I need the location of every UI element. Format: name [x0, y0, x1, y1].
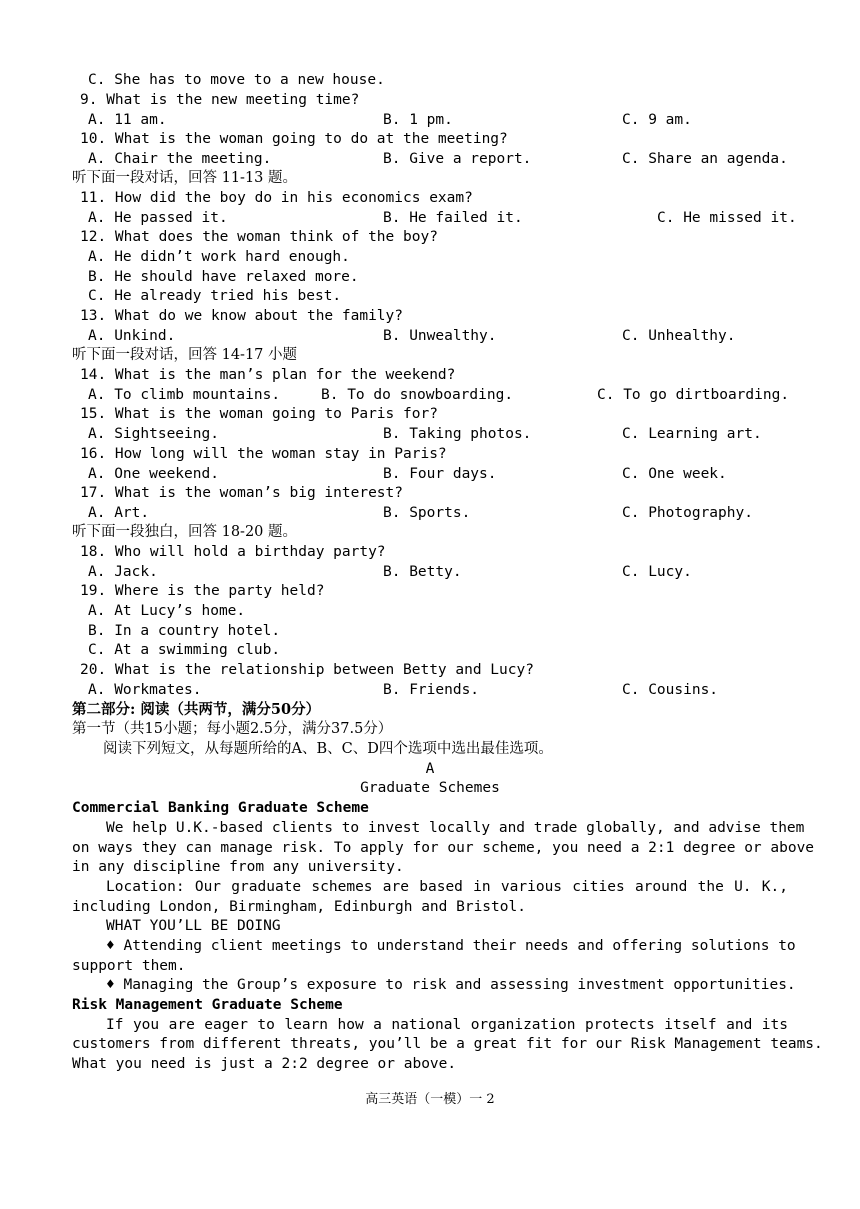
option-11c: C. He missed it. — [657, 210, 797, 226]
option-18c: C. Lucy. — [622, 564, 692, 580]
question-16: 16. How long will the woman stay in Paris? — [80, 446, 447, 462]
reading-instruction: 阅读下列短文，从每题所给的A、B、C、D四个选项中选出最佳选项。 — [103, 741, 553, 757]
option-10b: B. Give a report. — [383, 151, 532, 167]
option-20b: B. Friends. — [383, 682, 480, 698]
option-15b: B. Taking photos. — [383, 426, 532, 442]
option-17c: C. Photography. — [622, 505, 753, 521]
question-19: 19. Where is the party held? — [80, 583, 325, 599]
question-10: 10. What is the woman going to do at the meeting? — [80, 131, 508, 147]
option-11b: B. He failed it. — [383, 210, 523, 226]
question-14: 14. What is the man’s plan for the weekend? — [80, 367, 456, 383]
option-17b: B. Sports. — [383, 505, 471, 521]
directions-18-20: 听下面一段独白，回答 18-20 题。 — [72, 524, 298, 540]
section-one-title: 第一节（共15小题；每小题2.5分，满分37.5分） — [72, 721, 393, 737]
option-10c: C. Share an agenda. — [622, 151, 788, 167]
option-20a: A. Workmates. — [88, 682, 202, 698]
heading-risk-management: Risk Management Graduate Scheme — [72, 997, 343, 1013]
option-15c: C. Learning art. — [622, 426, 762, 442]
question-12: 12. What does the woman think of the boy? — [80, 229, 438, 245]
option-16b: B. Four days. — [383, 466, 497, 482]
option-15a: A. Sightseeing. — [88, 426, 219, 442]
question-20: 20. What is the relationship between Betty and Lucy? — [80, 662, 534, 678]
option-9b: B. 1 pm. — [383, 112, 453, 128]
option-9c: C. 9 am. — [622, 112, 692, 128]
question-17: 17. What is the woman’s big interest? — [80, 485, 404, 501]
paragraph-line: customers from different threats, you’ll be a great fit for our Risk Management teams. — [72, 1036, 823, 1052]
option-8c: C. She has to move to a new house. — [88, 72, 385, 88]
option-12a: A. He didn’t work hard enough. — [88, 249, 350, 265]
option-17a: A. Art. — [88, 505, 150, 521]
option-13b: B. Unwealthy. — [383, 328, 497, 344]
option-14c: C. To go dirtboarding. — [597, 387, 790, 403]
option-9a: A. 11 am. — [88, 112, 167, 128]
option-13c: C. Unhealthy. — [622, 328, 736, 344]
question-11: 11. How did the boy do in his economics exam? — [80, 190, 473, 206]
bullet-line: ♦ Managing the Group’s exposure to risk and assessing investment opportunities. — [106, 977, 796, 993]
question-18: 18. Who will hold a birthday party? — [80, 544, 386, 560]
option-16c: C. One week. — [622, 466, 727, 482]
option-14a: A. To climb mountains. — [88, 387, 281, 403]
option-20c: C. Cousins. — [622, 682, 719, 698]
part-two-title: 第二部分: 阅读（共两节，满分50分） — [72, 701, 321, 718]
paragraph-line: We help U.K.-based clients to invest locally and trade globally, and advise them — [106, 820, 805, 836]
page-footer: 高三英语（一模）一 2 — [365, 1092, 495, 1107]
option-13a: A. Unkind. — [88, 328, 176, 344]
directions-11-13: 听下面一段对话，回答 11-13 题。 — [72, 170, 298, 186]
subheading-what-you-do: WHAT YOU’LL BE DOING — [106, 918, 281, 934]
question-15: 15. What is the woman going to Paris for? — [80, 406, 438, 422]
paragraph-line: What you need is just a 2:2 degree or above. — [72, 1056, 457, 1072]
option-19c: C. At a swimming club. — [88, 642, 281, 658]
bullet-line: ♦ Attending client meetings to understand their needs and offering solutions to — [106, 938, 796, 954]
option-12c: C. He already tried his best. — [88, 288, 342, 304]
paragraph-line: on ways they can manage risk. To apply for our scheme, you need a 2:1 degree or above — [72, 840, 815, 856]
option-19a: A. At Lucy’s home. — [88, 603, 246, 619]
option-10a: A. Chair the meeting. — [88, 151, 272, 167]
question-13: 13. What do we know about the family? — [80, 308, 404, 324]
option-18b: B. Betty. — [383, 564, 462, 580]
passage-title: Graduate Schemes — [360, 780, 500, 796]
option-18a: A. Jack. — [88, 564, 158, 580]
heading-commercial-banking: Commercial Banking Graduate Scheme — [72, 800, 369, 816]
option-12b: B. He should have relaxed more. — [88, 269, 359, 285]
paragraph-line: If you are eager to learn how a national organization protects itself and its — [106, 1017, 788, 1033]
paragraph-line: in any discipline from any university. — [72, 859, 404, 875]
option-14b: B. To do snowboarding. — [321, 387, 514, 403]
directions-14-17: 听下面一段对话，回答 14-17 小题 — [72, 347, 298, 363]
passage-letter: A — [425, 761, 435, 777]
option-16a: A. One weekend. — [88, 466, 219, 482]
paragraph-line: including London, Birmingham, Edinburgh and Bristol. — [72, 899, 526, 915]
option-11a: A. He passed it. — [88, 210, 228, 226]
paragraph-line: Location: Our graduate schemes are based in various cities around the U. K., — [106, 879, 788, 895]
option-19b: B. In a country hotel. — [88, 623, 281, 639]
bullet-line: support them. — [72, 958, 186, 974]
question-9: 9. What is the new meeting time? — [80, 92, 360, 108]
